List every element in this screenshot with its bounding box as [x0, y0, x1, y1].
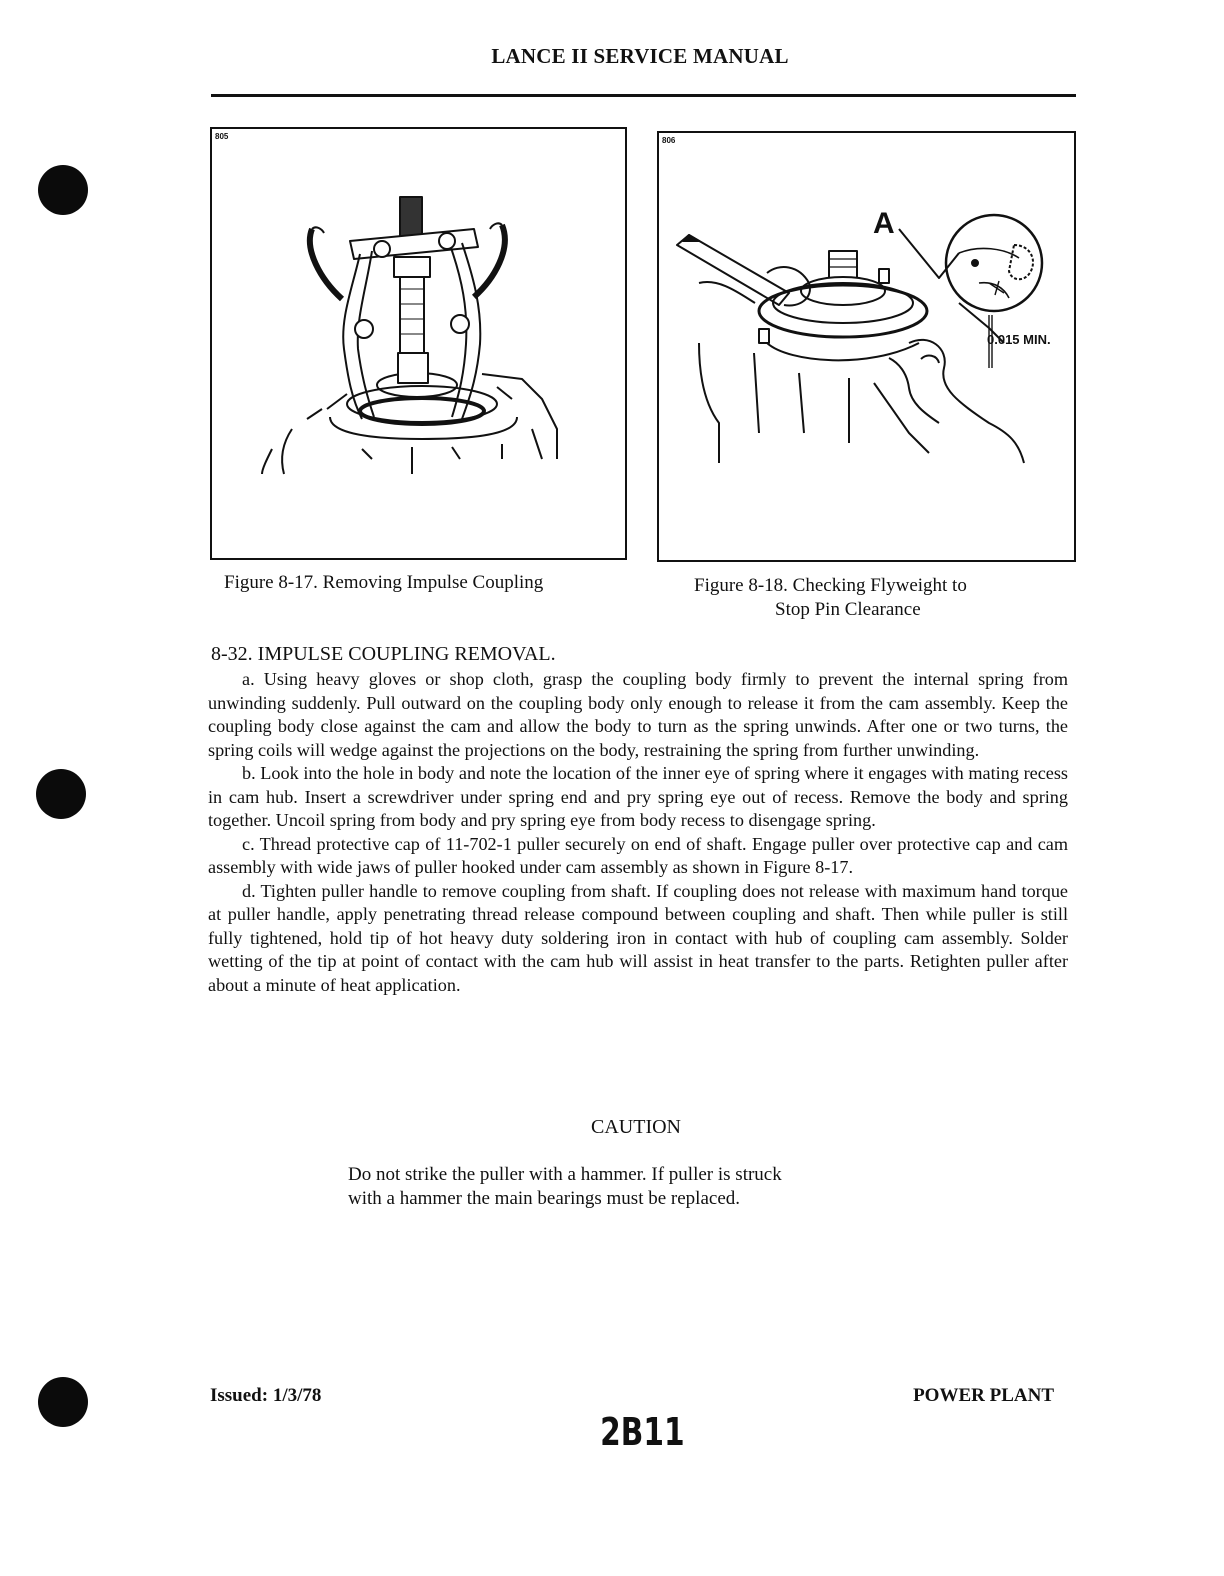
callout-label-a: A	[873, 207, 895, 240]
paragraph-a: a. Using heavy gloves or shop cloth, grasp the coupling body firmly to prevent the internal spring from unwinding suddenly. Pull outward on the coupling body only enough to release it from the cam assembly. Keep the coupling body close against the cam and allow the body to turn as the spring unwinds. After one or two turns, the spring coils will wedge against the projections on the body, restraining the spring from further unwinding.	[208, 669, 1068, 760]
figure-number: 806	[662, 136, 676, 145]
flyweight-clearance-illustration	[659, 133, 1073, 559]
clearance-label: 0.015 MIN.	[987, 332, 1051, 347]
caution-text	[348, 1163, 928, 1210]
caution-title: CAUTION	[591, 1116, 681, 1138]
impulse-coupling-puller-illustration	[212, 129, 624, 557]
caution-line-2: with a hammer the main bearings must be replaced.	[348, 1187, 741, 1209]
binder-hole-top	[38, 165, 88, 215]
page-code: 2B11	[600, 1410, 685, 1454]
figure-number: 805	[215, 132, 229, 141]
paragraph-b: b. Look into the hole in body and note the location of the inner eye of spring where it engages with mating recess in cam hub. Insert a screwdriver under spring end and pry spring eye out of recess. Remove the body and spring together. Uncoil spring from body and pry spring eye from body recess to disengage spring.	[208, 763, 1068, 830]
issued-date: Issued: 1/3/78	[210, 1385, 322, 1406]
header-divider	[211, 94, 1076, 97]
paragraph-d: d. Tighten puller handle to remove coupling from shaft. If coupling does not release with maximum hand torque at puller handle, apply penetrating thread release compound between coupling and shaft. Then while puller is still fully tightened, hold tip of hot heavy duty soldering iron in contact with hub of coupling cam assembly. Solder wetting of the tip at point of contact with the cam hub will assist in heat transfer to the parts. Retighten puller after about a minute of heat application.	[208, 880, 1068, 995]
binder-hole-bottom	[38, 1377, 88, 1427]
figure-8-18-caption-line1: Figure 8-18. Checking Flyweight to	[694, 575, 967, 596]
figure-8-17-caption: Figure 8-17. Removing Impulse Coupling	[224, 572, 544, 593]
paragraph-c: c. Thread protective cap of 11-702-1 puller securely on end of shaft. Engage puller over protective cap and cam assembly with wide jaws of puller hooked under cam assembly as shown in Figure 8-17.	[208, 833, 1068, 877]
figure-8-17-frame	[210, 127, 627, 560]
section-body	[208, 668, 1068, 997]
figure-8-18-caption-line2: Stop Pin Clearance	[775, 599, 921, 620]
footer-section-name: POWER PLANT	[913, 1385, 1054, 1406]
page-header-title: LANCE II SERVICE MANUAL	[491, 44, 789, 68]
section-title: 8-32. IMPULSE COUPLING REMOVAL.	[211, 643, 556, 665]
binder-hole-middle	[36, 769, 86, 819]
figure-8-18-frame	[657, 131, 1076, 562]
caution-line-1: Do not strike the puller with a hammer. If puller is struck	[348, 1164, 782, 1185]
